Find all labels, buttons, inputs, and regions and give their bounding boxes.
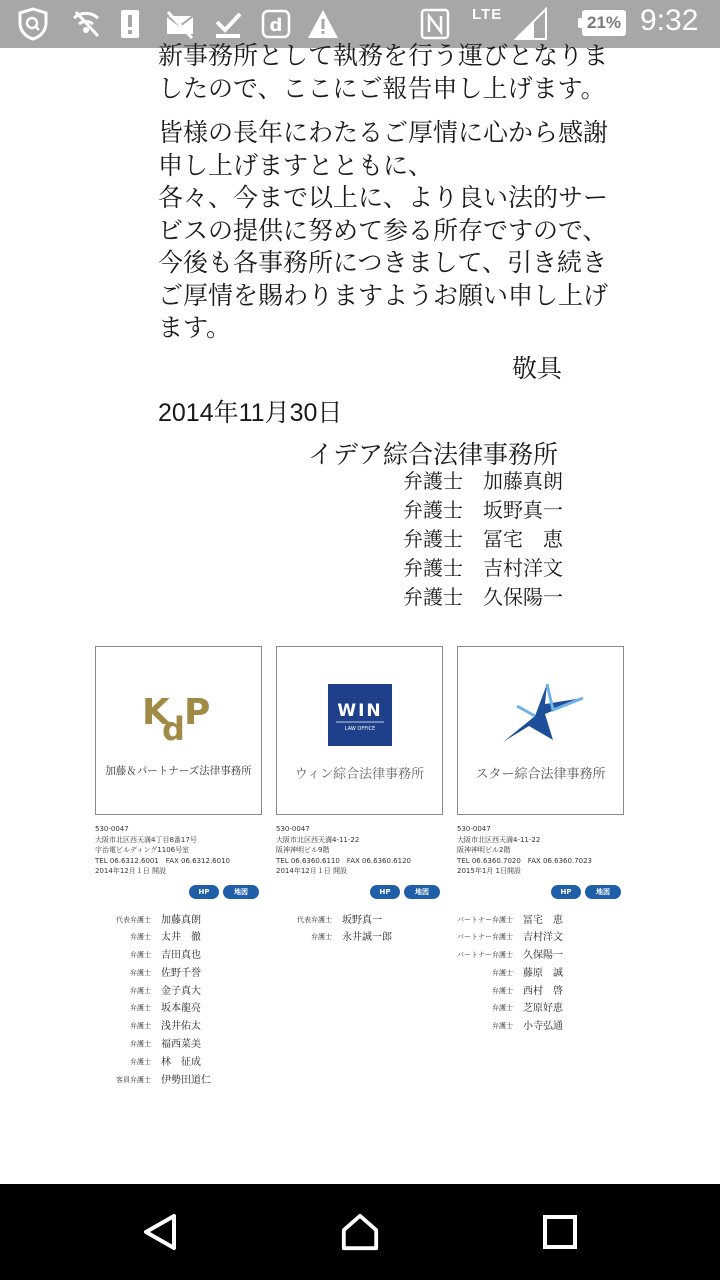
staff-name: 金子真大 bbox=[161, 985, 201, 997]
firm-name: イデア綜合法律事務所 bbox=[308, 440, 559, 469]
letter-body bbox=[158, 40, 628, 345]
lawyer-title: 弁護士 bbox=[403, 527, 463, 551]
lawyer-title: 弁護士 bbox=[403, 469, 463, 493]
staff-row bbox=[95, 912, 263, 930]
lawyer-row bbox=[403, 525, 563, 554]
staff-row bbox=[95, 983, 263, 1001]
lawyer-name: 久保陽一 bbox=[483, 585, 563, 609]
star-logo bbox=[458, 677, 623, 752]
staff-name: 吉田真也 bbox=[161, 950, 201, 962]
office-kdp bbox=[95, 646, 263, 1089]
lte-signal-icon bbox=[514, 8, 548, 40]
map-button[interactable]: 地図 bbox=[585, 885, 621, 899]
staff-name: 坂野真一 bbox=[342, 914, 382, 926]
staff-title: 弁護士 bbox=[130, 933, 151, 942]
alert-icon bbox=[118, 8, 142, 40]
hp-button[interactable]: HP bbox=[370, 885, 400, 899]
staff-title: 弁護士 bbox=[130, 1057, 151, 1066]
staff-name: 永井誠一郎 bbox=[342, 932, 392, 944]
letter-paragraph: 新事務所として執務を行う運びとなりま したので、ここにご報告申し上げます。 bbox=[158, 41, 609, 103]
office-links bbox=[95, 885, 263, 899]
hp-button[interactable]: HP bbox=[551, 885, 581, 899]
staff-row bbox=[457, 947, 625, 965]
staff-title: 弁護士 bbox=[492, 968, 513, 977]
staff-title: パートナー弁護士 bbox=[457, 915, 513, 924]
lawyer-title: 弁護士 bbox=[403, 498, 463, 522]
staff-title: 弁護士 bbox=[130, 1022, 151, 1031]
staff-list bbox=[457, 912, 625, 1037]
staff-title: 弁護士 bbox=[492, 1004, 513, 1013]
office-logo-card[interactable] bbox=[95, 646, 262, 815]
battery-level: 21% bbox=[586, 13, 622, 32]
win-logo-text: WIN bbox=[336, 700, 383, 721]
staff-title: 代表弁護士 bbox=[116, 915, 151, 924]
battery-icon bbox=[578, 10, 628, 36]
staff-row bbox=[95, 965, 263, 983]
staff-name: 太井 徹 bbox=[161, 932, 201, 944]
staff-title: 弁護士 bbox=[311, 933, 332, 942]
office-name: 加藤＆パートナーズ法律事務所 bbox=[105, 765, 252, 777]
staff-name: 西村 啓 bbox=[523, 985, 563, 997]
svg-text:d: d bbox=[269, 15, 283, 36]
office-info: 530-0047 大阪市北区西天満4-11-22 阪神神明ビル9階 TEL 06.6360.6110 FAX 06.6360.6120 2014年12月１日 開設 bbox=[276, 825, 411, 875]
staff-row bbox=[457, 912, 625, 930]
staff-row bbox=[95, 1018, 263, 1036]
office-win bbox=[276, 646, 444, 947]
star-logo-shape bbox=[503, 684, 583, 742]
office-logo-card[interactable] bbox=[457, 646, 624, 815]
office-name: スター綜合法律事務所 bbox=[475, 767, 606, 782]
lawyer-name: 坂野真一 bbox=[483, 498, 563, 522]
staff-title: パートナー弁護士 bbox=[457, 933, 513, 942]
kdp-logo bbox=[96, 677, 261, 752]
download-done-icon bbox=[212, 8, 244, 40]
shield-icon bbox=[16, 8, 50, 40]
staff-title: 客員弁護士 bbox=[116, 1075, 151, 1084]
win-logo bbox=[277, 677, 442, 752]
office-info: 530-0047 大阪市北区西天満4丁目8番17号 宇治電ビルディング1106号室 TEL 06.6312.6001 FAX 06.6312.6010 2014年12月１日 開設 bbox=[95, 825, 230, 875]
navigation-bar bbox=[0, 1184, 720, 1280]
staff-row bbox=[457, 965, 625, 983]
network-type: LTE bbox=[472, 6, 503, 23]
mail-muted-icon bbox=[164, 8, 196, 40]
staff-name: 藤原 誠 bbox=[523, 967, 563, 979]
staff-title: 弁護士 bbox=[130, 986, 151, 995]
staff-title: 弁護士 bbox=[130, 968, 151, 977]
d-app-icon bbox=[260, 8, 292, 40]
staff-row bbox=[95, 947, 263, 965]
staff-title: 代表弁護士 bbox=[297, 915, 332, 924]
office-name: ウィン綜合法律事務所 bbox=[294, 767, 425, 782]
staff-name: 佐野千誉 bbox=[161, 967, 201, 979]
staff-title: パートナー弁護士 bbox=[457, 951, 513, 960]
staff-row bbox=[457, 983, 625, 1001]
staff-name: 伊勢田道仁 bbox=[161, 1074, 211, 1086]
win-logo-subtext: LAW OFFICE bbox=[344, 725, 375, 732]
hp-button[interactable]: HP bbox=[189, 885, 219, 899]
staff-title: 弁護士 bbox=[130, 951, 151, 960]
staff-row bbox=[95, 929, 263, 947]
letter-paragraph: 皆様の長年にわたるご厚情に心から感謝 申し上げますとともに、 各々、今まで以上に、より良い法的サー ビスの提供に努めて参る所存ですので、 今後も各事務所につきまして、引き続き ご厚情を賜わりますようお願い申し上げ ます。 bbox=[158, 118, 609, 342]
lawyer-row bbox=[403, 467, 563, 496]
staff-row bbox=[457, 1000, 625, 1018]
staff-name: 林 征成 bbox=[161, 1056, 201, 1068]
back-icon[interactable] bbox=[140, 1212, 180, 1252]
staff-list bbox=[95, 912, 263, 1090]
staff-row bbox=[95, 1036, 263, 1054]
staff-title: 弁護士 bbox=[130, 1040, 151, 1049]
staff-row bbox=[95, 1000, 263, 1018]
warning-icon bbox=[306, 8, 340, 40]
nfc-icon bbox=[420, 8, 450, 40]
staff-name: 坂本龍亮 bbox=[161, 1003, 201, 1015]
wifi-call-icon bbox=[70, 8, 102, 40]
clock: 9:32 bbox=[640, 4, 699, 37]
lawyer-title: 弁護士 bbox=[403, 585, 463, 609]
closing-phrase: 敬具 bbox=[512, 354, 563, 383]
kdp-logo-k: K bbox=[141, 691, 170, 733]
office-logo-card[interactable] bbox=[276, 646, 443, 815]
staff-title: 弁護士 bbox=[492, 986, 513, 995]
staff-name: 加藤真朗 bbox=[161, 914, 201, 926]
staff-list bbox=[276, 912, 444, 948]
staff-name: 久保陽一 bbox=[523, 950, 563, 962]
staff-row bbox=[457, 929, 625, 947]
staff-row bbox=[457, 1018, 625, 1036]
lawyer-title: 弁護士 bbox=[403, 556, 463, 580]
staff-name: 吉村洋文 bbox=[523, 932, 563, 944]
staff-row bbox=[276, 912, 444, 930]
staff-name: 芝原好恵 bbox=[523, 1003, 563, 1015]
office-links bbox=[457, 885, 625, 899]
office-info: 530-0047 大阪市北区西天満4-11-22 阪神神明ビル2階 TEL 06.6360.7020 FAX 06.6360.7023 2015年1月 1日開設 bbox=[457, 825, 592, 875]
lawyer-list bbox=[403, 467, 563, 612]
staff-name: 冨宅 恵 bbox=[523, 914, 563, 926]
staff-name: 小寺弘通 bbox=[523, 1021, 563, 1033]
kdp-logo-p: P bbox=[183, 691, 210, 733]
lawyer-name: 冨宅 恵 bbox=[483, 527, 563, 551]
staff-title: 弁護士 bbox=[492, 1022, 513, 1031]
staff-row bbox=[95, 1054, 263, 1072]
letter-date: 2014年11月30日 bbox=[158, 399, 343, 427]
office-links bbox=[276, 885, 444, 899]
home-icon[interactable] bbox=[340, 1212, 380, 1252]
lawyer-name: 加藤真朗 bbox=[483, 469, 563, 493]
lawyer-row bbox=[403, 496, 563, 525]
office-star bbox=[457, 646, 625, 1036]
star-logo-accent bbox=[547, 684, 583, 710]
lawyer-row bbox=[403, 583, 563, 612]
star-logo-accent-2 bbox=[517, 706, 535, 716]
recents-icon[interactable] bbox=[540, 1212, 580, 1252]
map-button[interactable]: 地図 bbox=[223, 885, 259, 899]
staff-name: 福西菜美 bbox=[161, 1039, 201, 1051]
lawyer-name: 吉村洋文 bbox=[483, 556, 563, 580]
staff-row bbox=[276, 929, 444, 947]
staff-name: 浅井佑太 bbox=[161, 1021, 201, 1033]
staff-row bbox=[95, 1072, 263, 1090]
staff-title: 弁護士 bbox=[130, 1004, 151, 1013]
map-button[interactable]: 地図 bbox=[404, 885, 440, 899]
kdp-logo-d: d bbox=[161, 709, 185, 746]
lawyer-row bbox=[403, 554, 563, 583]
